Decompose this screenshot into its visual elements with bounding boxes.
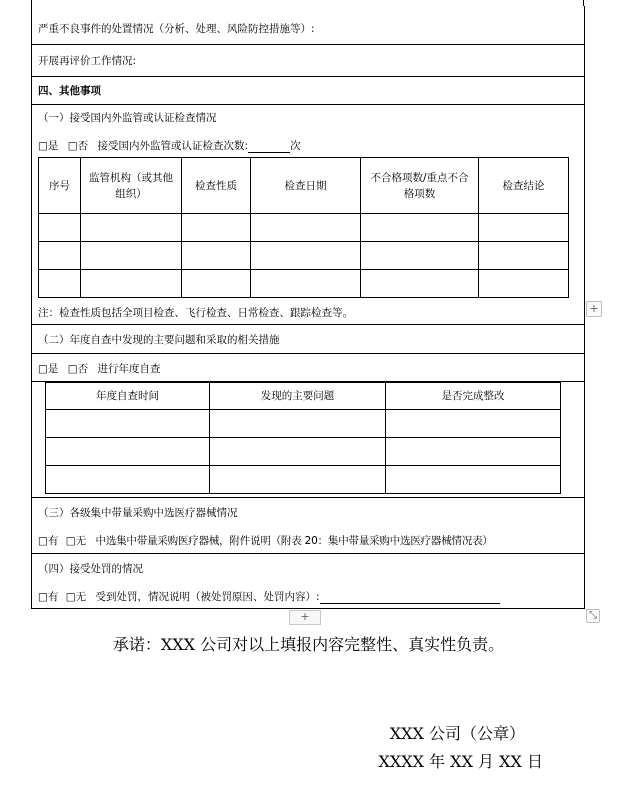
table-cell[interactable] <box>361 214 479 242</box>
table-cell[interactable] <box>386 410 561 438</box>
divider <box>31 497 584 498</box>
add-row-handle[interactable]: + <box>289 610 321 625</box>
col-agency: 监管机构（或其他组织） <box>81 158 182 214</box>
divider <box>31 104 584 105</box>
procurement-label: 中选集中带量采购医疗器械，附件说明（附表 20：集中带量采购中选医疗器械情况表） <box>95 535 493 547</box>
serious-events-label: 严重不良事件的处置情况（分析、处理、风险防控措施等）: <box>38 23 315 35</box>
page-edge-right <box>583 0 584 6</box>
inspection-no-checkbox[interactable]: □否 <box>67 140 89 152</box>
table-row <box>39 242 569 270</box>
divider <box>31 44 584 45</box>
penalty-detail-field[interactable] <box>320 591 500 604</box>
inspection-yes-checkbox[interactable]: □是 <box>38 140 59 152</box>
self-check-header-row <box>46 383 561 410</box>
inspection-table <box>38 157 569 298</box>
procurement-heading: （三）各级集中带量采购中选医疗器械情况 <box>38 507 238 519</box>
table-row <box>46 438 561 466</box>
procurement-yes-checkbox[interactable]: □有 <box>38 535 59 547</box>
re-evaluation-label: 开展再评价工作情况: <box>38 55 137 67</box>
penalty-choice-row <box>38 590 500 604</box>
col-date: 检查日期 <box>251 158 361 214</box>
table-cell[interactable] <box>46 410 210 438</box>
inspection-header-row <box>39 158 569 214</box>
self-check-table <box>45 382 561 494</box>
table-cell[interactable] <box>81 214 182 242</box>
self-check-choice-row <box>38 362 161 376</box>
inspection-heading: （一）接受国内外监管或认证检查情况 <box>38 112 217 124</box>
table-cell[interactable] <box>251 242 361 270</box>
table-cell[interactable] <box>210 410 386 438</box>
table-cell[interactable] <box>479 270 569 298</box>
inspection-choice-row <box>38 139 301 153</box>
col-conclusion: 检查结论 <box>479 158 569 214</box>
table-cell[interactable] <box>39 214 81 242</box>
penalty-no-checkbox[interactable]: □无 <box>65 591 87 603</box>
table-row <box>39 214 569 242</box>
table-cell[interactable] <box>46 438 210 466</box>
table-cell[interactable] <box>251 270 361 298</box>
table-cell[interactable] <box>361 270 479 298</box>
penalty-label: 受到处罚，情况说明（被处罚原因、处罚内容）: <box>95 591 320 603</box>
table-cell[interactable] <box>210 466 386 494</box>
pledge-statement: 承诺：XXX 公司对以上填报内容完整性、真实性负责。 <box>112 635 505 654</box>
col-self-check-time: 年度自查时间 <box>46 383 210 410</box>
table-cell[interactable] <box>361 242 479 270</box>
table-row <box>46 410 561 438</box>
divider <box>31 324 584 325</box>
table-cell[interactable] <box>386 466 561 494</box>
table-cell[interactable] <box>39 270 81 298</box>
company-seal: XXX 公司（公章） <box>389 724 525 743</box>
table-row <box>39 270 569 298</box>
table-cell[interactable] <box>251 214 361 242</box>
table-resize-handle[interactable]: ⤡ <box>586 609 600 623</box>
table-cell[interactable] <box>182 214 251 242</box>
inspection-count-unit: 次 <box>290 140 301 152</box>
table-cell[interactable] <box>210 438 386 466</box>
col-nonconforming: 不合格项数/重点不合格项数 <box>361 158 479 214</box>
penalty-yes-checkbox[interactable]: □有 <box>38 591 59 603</box>
divider <box>31 76 584 77</box>
procurement-no-checkbox[interactable]: □无 <box>65 535 87 547</box>
table-cell[interactable] <box>81 270 182 298</box>
table-row <box>46 466 561 494</box>
table-cell[interactable] <box>46 466 210 494</box>
sign-date: XXXX 年 XX 月 XX 日 <box>378 752 543 771</box>
page-edge-left <box>31 0 32 6</box>
inspection-count-field[interactable] <box>248 140 290 153</box>
self-check-yes-checkbox[interactable]: □是 <box>38 363 59 375</box>
inspection-count-label: 接受国内外监管或认证检查次数: <box>97 140 249 152</box>
table-cell[interactable] <box>479 214 569 242</box>
table-cell[interactable] <box>479 242 569 270</box>
self-check-heading: （二）年度自查中发现的主要问题和采取的相关措施 <box>38 334 280 346</box>
self-check-no-checkbox[interactable]: □否 <box>67 363 89 375</box>
col-main-problems: 发现的主要问题 <box>210 383 386 410</box>
section-four-title: 四、其他事项 <box>38 85 101 97</box>
divider <box>31 353 584 354</box>
procurement-choice-row <box>38 534 493 548</box>
add-column-handle[interactable]: + <box>586 301 602 317</box>
col-serial: 序号 <box>39 158 81 214</box>
inspection-note: 注：检查性质包括全项目检查、飞行检查、日常检查、跟踪检查等。 <box>38 307 353 319</box>
table-cell[interactable] <box>39 242 81 270</box>
penalty-heading: （四）接受处罚的情况 <box>38 563 143 575</box>
table-cell[interactable] <box>182 242 251 270</box>
table-cell[interactable] <box>386 438 561 466</box>
self-check-label: 进行年度自查 <box>97 363 161 375</box>
divider <box>31 553 584 554</box>
col-nature: 检查性质 <box>182 158 251 214</box>
table-cell[interactable] <box>81 242 182 270</box>
table-cell[interactable] <box>182 270 251 298</box>
col-rectified: 是否完成整改 <box>386 383 561 410</box>
